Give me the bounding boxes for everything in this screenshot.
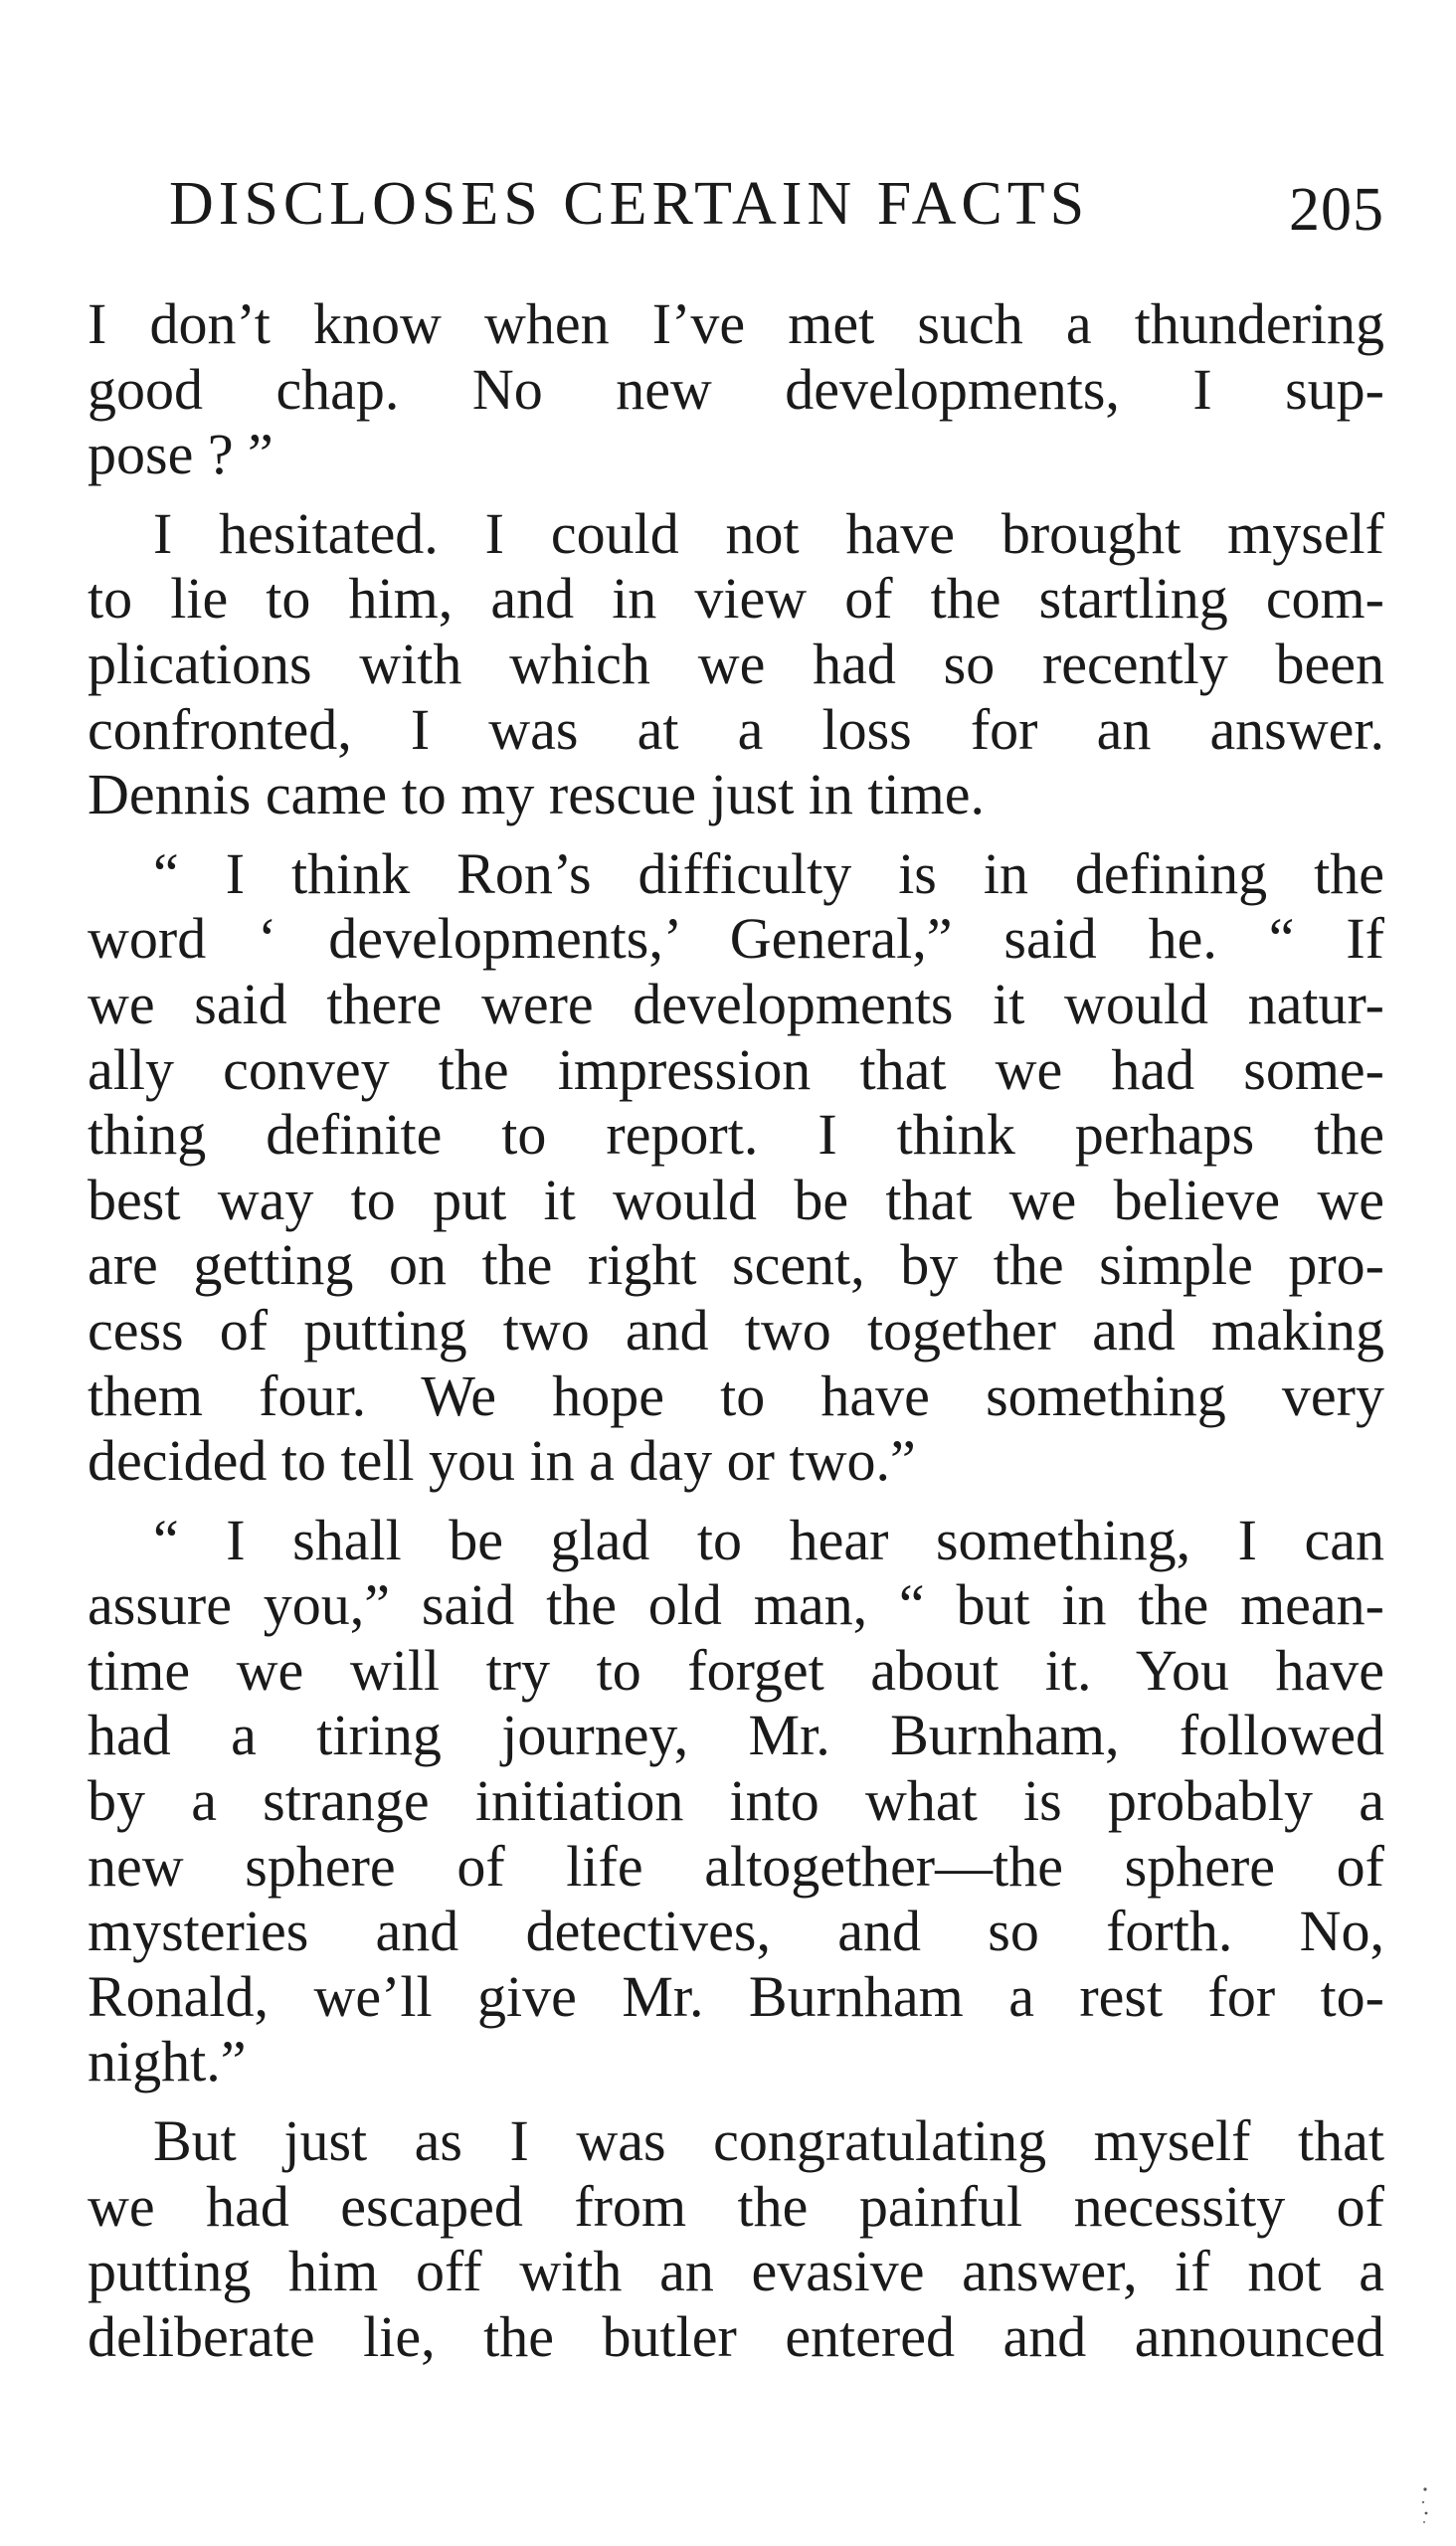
text-line: we had escaped from the painful necessity of [88,2173,1384,2239]
text-line: we said there were developments it would natur- [88,971,1384,1036]
text-line: “ I think Ron’s difficulty is in defining the [153,840,1384,906]
body-text [88,291,1384,2383]
running-head [169,159,1384,249]
text-line: good chap. No new developments, I sup- [88,356,1384,422]
text-line: night.” [88,2029,247,2094]
text-line: cess of putting two and two together and making [88,1297,1384,1363]
text-line: deliberate lie, the butler entered and announced [88,2303,1384,2369]
text-line: putting him off with an evasive answer, if not a [88,2239,1384,2304]
paragraph-2 [88,501,1384,827]
paragraph-1 [88,291,1384,487]
text-line: mysteries and detectives, and so forth. No, [88,1899,1384,1964]
text-line: new sphere of life altogether—the sphere of [88,1833,1384,1899]
text-line: I don’t know when I’ve met such a thundering [88,291,1384,356]
page-number: 205 [1289,176,1384,244]
text-line: confronted, I was at a loss for an answer. [88,696,1384,762]
paragraph-4 [88,1508,1384,2094]
text-line: are getting on the right scent, by the simple pro- [88,1232,1384,1298]
text-line: Dennis came to my rescue just in time. [88,762,986,827]
text-line: But just as I was congratulating myself that [153,2108,1384,2174]
text-line: by a strange initiation into what is probably a [88,1768,1384,1834]
text-line: decided to tell you in a day or two.” [88,1428,916,1494]
text-line: assure you,” said the old man, “ but in the mean- [88,1572,1384,1638]
scan-speck-mark [1420,2484,1430,2526]
paragraph-5 [88,2108,1384,2369]
paragraph-3 [88,841,1384,1494]
text-line: best way to put it would be that we believe we [88,1167,1384,1232]
text-line: to lie to him, and in view of the startling com- [88,566,1384,632]
text-line: them four. We hope to have something very [88,1363,1384,1428]
text-line: pose ? ” [88,422,273,487]
text-line: “ I shall be glad to hear something, I can [153,1507,1384,1572]
text-line: Ronald, we’ll give Mr. Burnham a rest for to- [88,1963,1384,2029]
running-title: DISCLOSES CERTAIN FACTS [169,170,1090,238]
text-line: I hesitated. I could not have brought myself [153,500,1384,566]
text-line: word ‘ developments,’ General,” said he. “ If [88,906,1384,972]
text-line: ally convey the impression that we had some- [88,1036,1384,1102]
text-line: plications with which we had so recently been [88,631,1384,696]
text-line: had a tiring journey, Mr. Burnham, followed [88,1703,1384,1768]
text-line: time we will try to forget about it. You have [88,1637,1384,1703]
text-line: thing definite to report. I think perhaps the [88,1102,1384,1168]
